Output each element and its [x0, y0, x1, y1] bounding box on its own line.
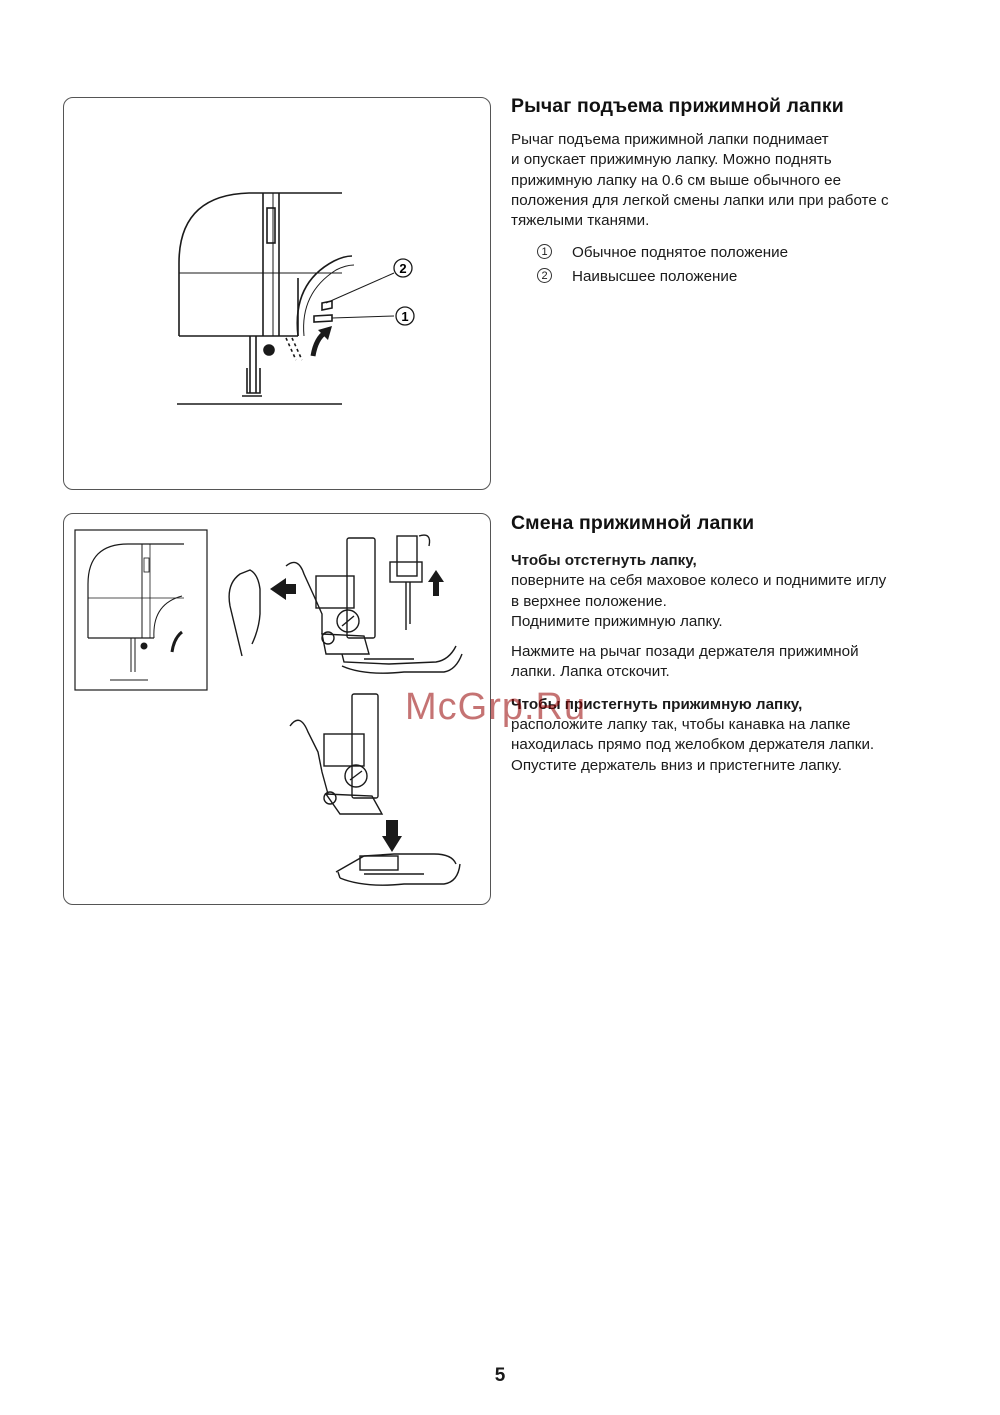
- description-line: тяжелыми тканями.: [511, 212, 650, 230]
- attach-line: расположите лапку так, чтобы канавка на лапке: [511, 716, 851, 734]
- description-line: и опускает прижимную лапку. Можно поднять: [511, 151, 832, 169]
- figure-changing-presser-foot: [63, 513, 491, 905]
- svg-text:1: 1: [401, 309, 409, 324]
- legend-item: [511, 241, 951, 265]
- item-number: 1: [537, 244, 552, 259]
- description-line: положения для легкой смены лапки или при работе с: [511, 191, 889, 209]
- item-number: 2: [537, 268, 552, 283]
- callout-1: [396, 307, 414, 325]
- section-title: Смена прижимной лапки: [511, 512, 755, 534]
- presser-lifter-illustration: [64, 98, 492, 491]
- press-line: лапки. Лапка отскочит.: [511, 663, 670, 681]
- callout-2: [394, 259, 412, 277]
- description-line: Рычаг подъема прижимной лапки поднимает: [511, 131, 829, 148]
- foot-change-illustration: [64, 514, 492, 906]
- subheading-attach: Чтобы пристегнуть прижимную лапку,: [511, 695, 803, 713]
- remove-line: в верхнее положение.: [511, 592, 667, 610]
- item-label: Наивысшее положение: [572, 268, 738, 286]
- remove-line: поверните на себя маховое колесо и поднимите иглу: [511, 572, 887, 590]
- section-title: Рычаг подъема прижимной лапки: [511, 95, 844, 117]
- watermark: McGrp.Ru: [405, 686, 587, 728]
- section-change-foot: [511, 512, 951, 776]
- attach-line: Опустите держатель вниз и пристегните лапку.: [511, 756, 843, 774]
- inset-machine-thumbnail: [75, 530, 207, 690]
- figure-presser-foot-lifter: [63, 97, 491, 490]
- legend-item: [511, 265, 951, 289]
- item-label: Обычное поднятое положение: [572, 244, 789, 262]
- subheading-remove: Чтобы отстегнуть лапку,: [511, 552, 697, 569]
- description-line: прижимную лапку на 0.6 см выше обычного ее: [511, 171, 842, 189]
- press-line: Нажмите на рычаг позади держателя прижимной: [511, 643, 859, 661]
- section-presser-lifter: [511, 95, 951, 289]
- attach-line: находилась прямо под желобком держателя лапки.: [511, 736, 875, 754]
- svg-text:2: 2: [399, 261, 407, 276]
- remove-line: Поднимите прижимную лапку.: [511, 612, 723, 630]
- page-number: 5: [494, 1365, 506, 1386]
